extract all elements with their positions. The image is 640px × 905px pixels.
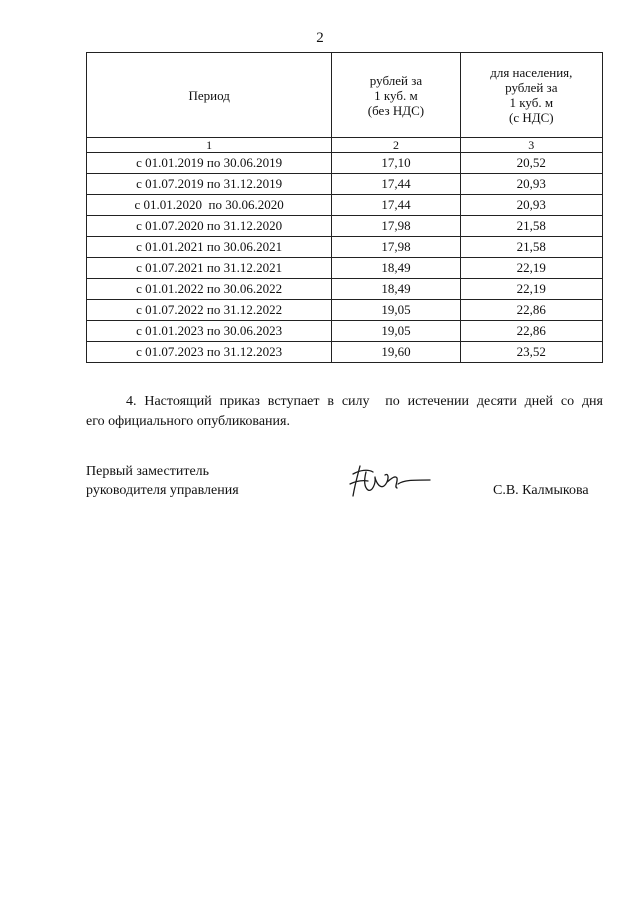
price-no-vat-cell: 17,44 — [332, 195, 460, 216]
header-period — [87, 53, 332, 138]
price-vat-cell: 21,58 — [460, 237, 602, 258]
table-row — [87, 342, 603, 363]
handwritten-signature-icon — [342, 460, 434, 500]
period-cell: с 01.01.2022 по 30.06.2022 — [87, 279, 332, 300]
table-row — [87, 195, 603, 216]
signer-name: С.В. Калмыкова — [493, 483, 589, 498]
clause-line-1: 4. Настоящий приказ вступает в силу по истечении десяти дней со дня — [126, 394, 603, 409]
header-period-text: Период — [188, 87, 230, 103]
price-vat-cell: 20,52 — [460, 153, 602, 174]
clause-line-2: его официального опубликования. — [86, 414, 290, 429]
column-number-row — [87, 138, 603, 153]
period-cell: с 01.01.2023 по 30.06.2023 — [87, 321, 332, 342]
table-row — [87, 279, 603, 300]
table-row — [87, 153, 603, 174]
price-no-vat-cell: 17,44 — [332, 174, 460, 195]
table-row — [87, 300, 603, 321]
price-no-vat-cell: 19,60 — [332, 342, 460, 363]
period-cell: с 01.07.2022 по 31.12.2022 — [87, 300, 332, 321]
period-cell: с 01.01.2019 по 30.06.2019 — [87, 153, 332, 174]
period-cell: с 01.01.2020 по 30.06.2020 — [87, 195, 332, 216]
period-cell: с 01.07.2021 по 31.12.2021 — [87, 258, 332, 279]
table-row — [87, 321, 603, 342]
price-vat-cell: 22,86 — [460, 300, 602, 321]
signer-title-line-2: руководителя управления — [86, 483, 239, 498]
price-no-vat-cell: 18,49 — [332, 279, 460, 300]
price-no-vat-cell: 19,05 — [332, 321, 460, 342]
header-price-population-vat-text: для населения, рублей за 1 куб. м (с НДС) — [490, 65, 573, 125]
table-row — [87, 174, 603, 195]
page-number: 2 — [316, 30, 324, 46]
price-vat-cell: 23,52 — [460, 342, 602, 363]
period-cell: с 01.01.2021 по 30.06.2021 — [87, 237, 332, 258]
signer-title-line-1: Первый заместитель — [86, 464, 210, 479]
period-cell: с 01.07.2023 по 31.12.2023 — [87, 342, 332, 363]
price-vat-cell: 20,93 — [460, 195, 602, 216]
period-cell: с 01.07.2019 по 31.12.2019 — [87, 174, 332, 195]
price-vat-cell: 22,19 — [460, 258, 602, 279]
price-no-vat-cell: 17,98 — [332, 216, 460, 237]
clause-4 — [86, 392, 603, 432]
tariff-table — [86, 52, 603, 363]
column-number: 3 — [460, 138, 602, 153]
price-vat-cell: 20,93 — [460, 174, 602, 195]
table-row — [87, 258, 603, 279]
price-no-vat-cell: 19,05 — [332, 300, 460, 321]
table-row — [87, 237, 603, 258]
table-row — [87, 216, 603, 237]
price-no-vat-cell: 17,10 — [332, 153, 460, 174]
period-cell: с 01.07.2020 по 31.12.2020 — [87, 216, 332, 237]
price-no-vat-cell: 17,98 — [332, 237, 460, 258]
header-price-population-vat — [460, 53, 602, 138]
column-number: 1 — [87, 138, 332, 153]
price-vat-cell: 21,58 — [460, 216, 602, 237]
header-price-no-vat — [332, 53, 460, 138]
header-price-no-vat-text: рублей за 1 куб. м (без НДС) — [367, 72, 425, 118]
price-no-vat-cell: 18,49 — [332, 258, 460, 279]
price-vat-cell: 22,19 — [460, 279, 602, 300]
signer-title — [86, 462, 239, 500]
price-vat-cell: 22,86 — [460, 321, 602, 342]
column-number: 2 — [332, 138, 460, 153]
table-header-row — [87, 53, 603, 138]
